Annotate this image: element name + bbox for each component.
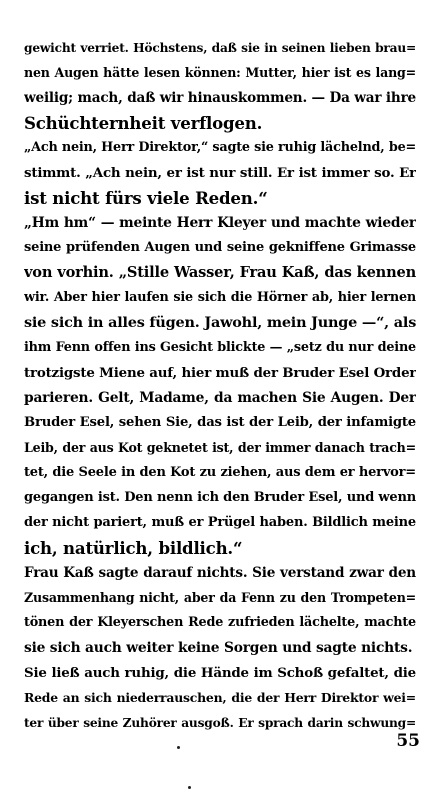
ink-speck [177,746,180,749]
text-line: gewicht verriet. Höchstens, daß sie in seinen lieben brau= [24,41,416,55]
text-line: ter über seine Zuhörer ausgoß. Er sprach darin schwung= [24,716,416,730]
text-line: wir. Aber hier laufen sie sich die Hörner ab, hier lernen [24,290,416,305]
text-line: tet, die Seele in den Kot zu ziehen, aus dem er hervor= [24,465,416,480]
text-line: Sie ließ auch ruhig, die Hände im Schoß gefaltet, die [24,665,416,681]
ink-speck [188,786,191,789]
text-line: seine prüfenden Augen und seine gekniffene Grimasse [24,240,416,255]
text-line: von vorhin. „Stille Wasser, Frau Kaß, das kennen [24,264,416,281]
text-line: stimmt. „Ach nein, er ist nur still. Er ist immer so. Er [24,165,416,181]
text-line: weilig; mach, daß wir hinauskommen. — Da war ihre [24,90,416,106]
text-line: Rede an sich niederrauschen, die der Herr Direktor wei= [24,690,416,705]
text-line: trotzigste Miene auf, hier muß der Bruder Esel Order [24,365,416,381]
text-line: nen Augen hätte lesen können: Mutter, hier ist es lang= [24,65,416,80]
text-line: ich, natürlich, bildlich.“ [24,538,243,558]
text-line: der nicht pariert, muß er Prügel haben. Bildlich meine [24,515,416,530]
text-line: Bruder Esel, sehen Sie, das ist der Leib, der infamigte [24,415,416,430]
text-line: Leib, der aus Kot geknetet ist, der immer danach trach= [24,440,416,455]
text-line: Schüchternheit verflogen. [24,113,263,133]
text-line: Zusammenhang nicht, aber da Fenn zu den Trompeten= [24,590,416,605]
text-line: „Hm hm“ — meinte Herr Kleyer und machte wieder [24,215,416,231]
text-line: sie sich auch weiter keine Sorgen und sagte nichts. [24,640,413,656]
page-number: 55 [396,731,420,751]
text-line: ist nicht fürs viele Reden.“ [24,188,268,208]
text-line: Frau Kaß sagte darauf nichts. Sie verstand zwar den [24,565,416,581]
text-line: „Ach nein, Herr Direktor,“ sagte sie ruhig lächelnd, be= [24,140,416,155]
text-line: tönen der Kleyerschen Rede zufrieden lächelte, machte [24,615,416,630]
text-line: ihm Fenn offen ins Gesicht blickte — „setz du nur deine [24,340,416,355]
text-line: parieren. Gelt, Madame, da machen Sie Augen. Der [24,390,416,406]
text-line: sie sich in alles fügen. Jawohl, mein Junge —“, als [24,314,416,331]
text-line: gegangen ist. Den nenn ich den Bruder Esel, und wenn [24,490,416,505]
